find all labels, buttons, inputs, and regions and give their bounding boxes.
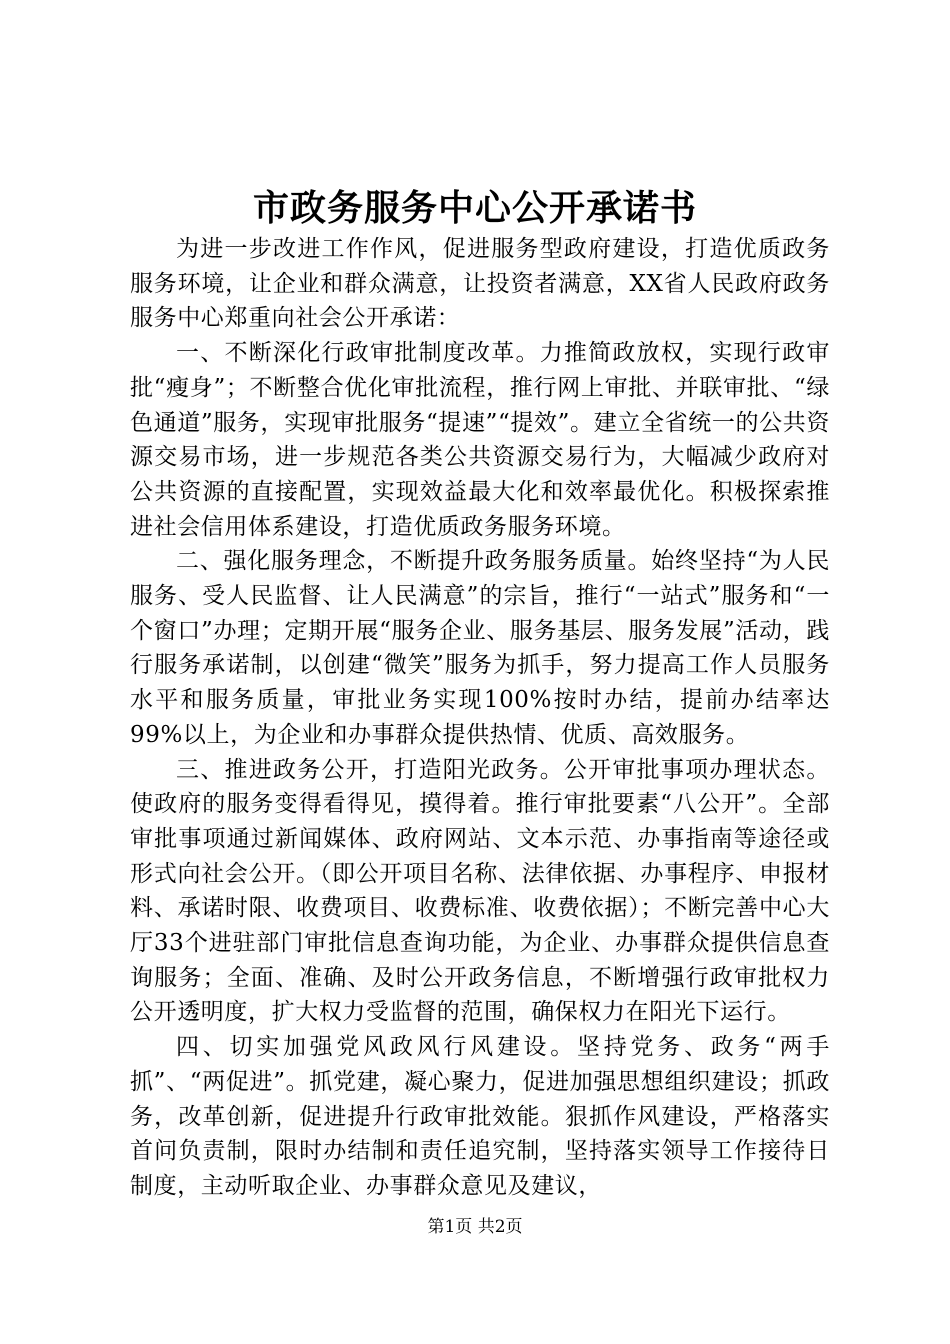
page-number-footer: 第1页 共2页 xyxy=(427,1217,523,1237)
commitment-paragraph-2: 二、强化服务理念，不断提升政务服务质量。始终坚持“为人民服务、受人民监督、让人民满意”的宗旨，推行“一站式”服务和“一个窗口”办理；定期开展“服务企业、服务基层、服务发展”活动，践行服务承诺制，以创建“微笑”服务为抓手，努力提高工作人员服务水平和服务质量，审批业务实现100%按时办结，提前办结率达99%以上，为企业和办事群众提供热情、优质、高效服务。 xyxy=(130,548,830,748)
document-body xyxy=(130,232,830,1204)
commitment-paragraph-3: 三、推进政务公开，打造阳光政务。公开审批事项办理状态。使政府的服务变得看得见，摸得着。推行审批要素“八公开”。全部审批事项通过新闻媒体、政府网站、文本示范、办事指南等途径或形式向社会公开。（即公开项目名称、法律依据、办事程序、申报材料、承诺时限、收费项目、收费标准、收费依据）；不断完善中心大厅33个进驻部门审批信息查询功能，为企业、办事群众提供信息查询服务；全面、准确、及时公开政务信息，不断增强行政审批权力公开透明度，扩大权力受监督的范围，确保权力在阳光下运行。 xyxy=(130,756,830,1026)
document-title: 市政务服务中心公开承诺书 xyxy=(252,187,697,229)
commitment-paragraph-4: 四、切实加强党风政风行风建设。坚持党务、政务“两手抓”、“两促进”。抓党建，凝心聚力，促进加强思想组织建设；抓政务，改革创新，促进提升行政审批效能。狠抓作风建设，严格落实首问负责制，限时办结制和责任追究制，坚持落实领导工作接待日制度，主动听取企业、办事群众意见及建议， xyxy=(130,1034,830,1199)
commitment-paragraph-1: 一、不断深化行政审批制度改革。力推简政放权，实现行政审批“瘦身”；不断整合优化审批流程，推行网上审批、并联审批、“绿色通道”服务，实现审批服务“提速”“提效”。建立全省统一的公共资源交易市场，进一步规范各类公共资源交易行为，大幅减少政府对公共资源的直接配置，实现效益最大化和效率最优化。积极探索推进社会信用体系建设，打造优质政务服务环境。 xyxy=(130,340,830,540)
intro-paragraph: 为进一步改进工作作风，促进服务型政府建设，打造优质政务服务环境，让企业和群众满意，让投资者满意，XX省人民政府政务服务中心郑重向社会公开承诺： xyxy=(130,236,830,332)
